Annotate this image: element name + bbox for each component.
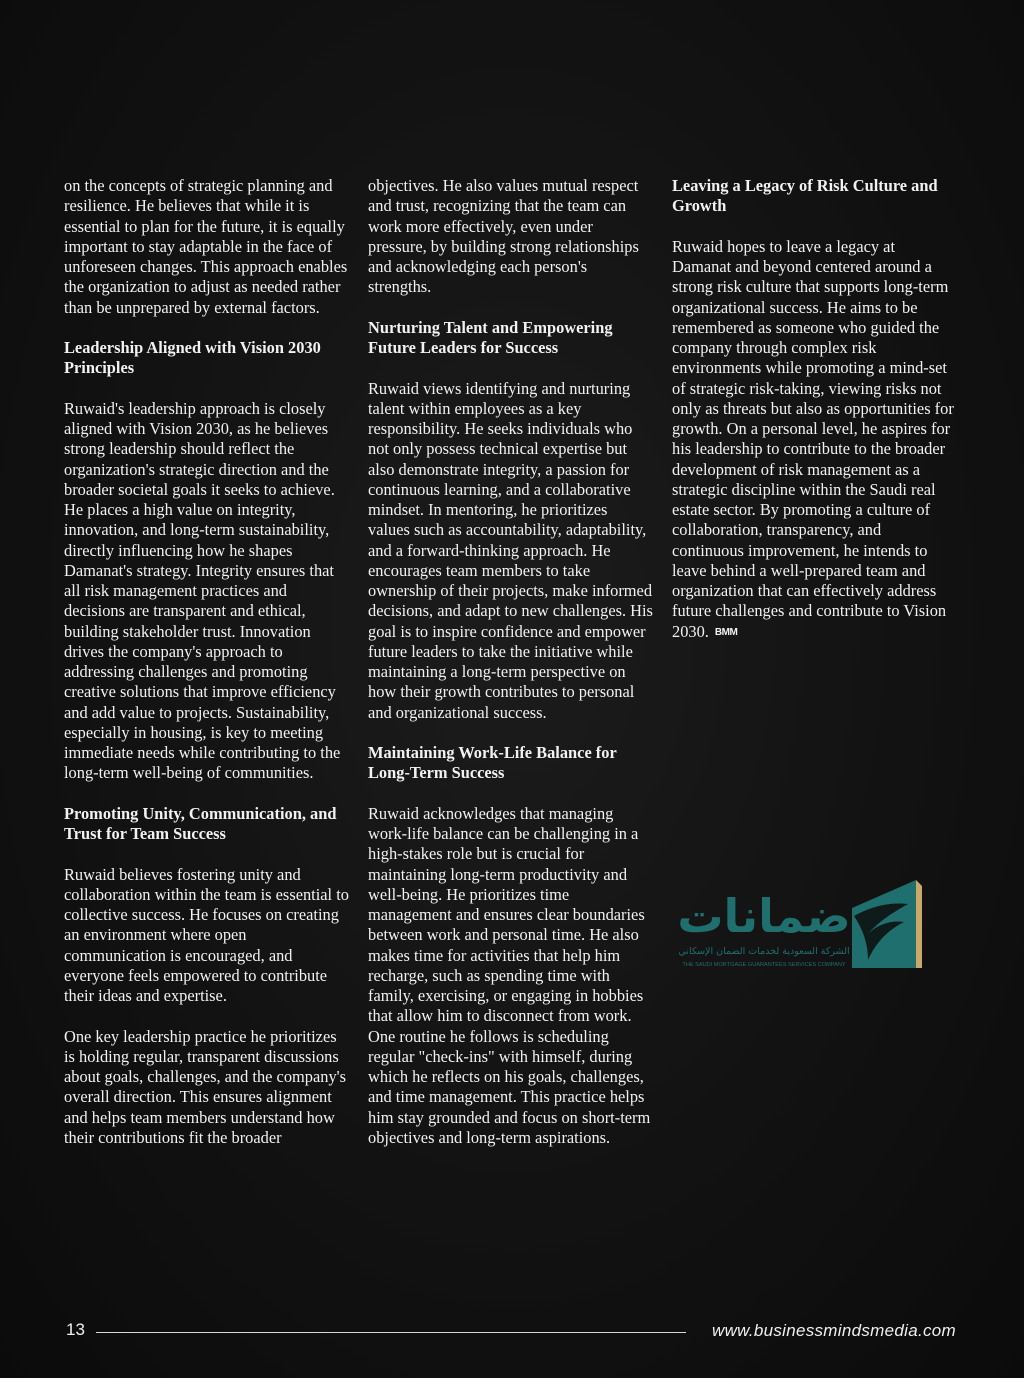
footer-url[interactable]: www.businessmindsmedia.com — [712, 1321, 956, 1340]
page-number: 13 — [66, 1320, 85, 1339]
article-column-1 — [64, 176, 349, 1168]
paragraph: Ruwaid believes fostering unity and collaboration within the team is essential to collective success. He focuses on creating an environment where open communication is encouraged, and everyone feels empowered to contribute their ideas and expertise. — [64, 864, 349, 1005]
emblem-gold-edge — [916, 880, 922, 968]
article-column-3 — [672, 176, 957, 663]
damanat-logo-graphic — [672, 876, 926, 972]
paragraph: One key leadership practice he prioritizes is holding regular, transparent discussions about goals, challenges, and the company's overall direction. This ensures alignment and helps team members understand how their contributions fit the broader — [64, 1026, 346, 1147]
article-column-2 — [368, 176, 653, 1168]
logo-arabic-subtitle: الشركة السعودية لخدمات الضمان الإسكاني — [678, 946, 850, 957]
paragraph — [672, 237, 957, 643]
paragraph: on the concepts of strategic planning and resilience. He believes that while it is essential to plan for the future, it is equally important to stay adaptable in the face of unforeseen changes. This approach enables the organization to adjust as needed rather than be unprepared by external factors. — [64, 176, 348, 317]
section-heading: Leaving a Legacy of Risk Culture and Growth — [672, 176, 938, 216]
section-heading: Maintaining Work-Life Balance for Long-Term Success — [368, 743, 617, 783]
paragraph-text: Ruwaid hopes to leave a legacy at Damanat and beyond centered around a strong risk culture that supports long-term organizational success. He aims to be remembered as someone who guided the company through complex risk environments while promoting a mind-set of strategic risk-taking, viewing risks not only as threats but also as opportunities for growth. On a personal level, he aspires for his leadership to contribute to the broader development of risk management as a strategic discipline within the Saudi real estate sector. By promoting a culture of collaboration, transparency, and continuous improvement, he intends to leave behind a well-prepared team and organization that can effectively address future challenges and contribute to Vision 2030. — [672, 236, 954, 641]
paragraph: objectives. He also values mutual respect and trust, recognizing that the team can work more effectively, even under pressure, by building strong relationships and acknowledging each person's strengths. — [368, 176, 639, 297]
paragraph: Ruwaid views identifying and nurturing talent within employees as a key responsibility. He seeks individuals who not only possess technical expertise but also demonstrate integrity, a passion for continuous learning, and a collaborative mindset. In mentoring, he prioritizes values such as accountability, adaptability, and a forward-thinking approach. He encourages team members to take ownership of their projects, make informed decisions, and adapt to new challenges. His goal is to inspire confidence and empower future leaders to take the initiative while maintaining a long-term perspective on how their growth contributes to personal and organizational success. — [368, 378, 653, 722]
section-heading: Nurturing Talent and Empowering Future Leaders for Success — [368, 317, 613, 357]
damanat-logo — [672, 876, 926, 972]
section-heading: Promoting Unity, Communication, and Trust for Team Success — [64, 803, 337, 843]
footer-divider — [96, 1332, 686, 1333]
logo-english-subtitle: THE SAUDI MORTGAGE GUARANTEES SERVICES COMPANY — [682, 962, 846, 968]
logo-arabic-wordmark: ضمانات — [677, 889, 851, 943]
end-mark: BMM — [714, 626, 738, 638]
section-heading: Leadership Aligned with Vision 2030 Principles — [64, 338, 321, 378]
paragraph: Ruwaid acknowledges that managing work-life balance can be challenging in a high-stakes role but is crucial for maintaining long-term productivity and well-being. He prioritizes time management and ensures clear boundaries between work and personal time. He also makes time for activities that help him recharge, such as spending time with family, exercising, or engaging in hobbies that allow him to disconnect from work. One routine he follows is scheduling regular "check-ins" with himself, during which he reflects on his goals, challenges, and time management. This practice helps him stay grounded and focus on short-term objectives and long-term aspirations. — [368, 803, 651, 1147]
paragraph: Ruwaid's leadership approach is closely aligned with Vision 2030, as he believes strong leadership should reflect the organization's strategic direction and the broader societal goals it seeks to achieve. He places a high value on integrity, innovation, and long-term sustainability, directly influencing how he shapes Damanat's strategy. Integrity ensures that all risk management practices and decisions are transparent and ethical, building stakeholder trust. Innovation drives the company's approach to addressing challenges and promoting creative solutions that improve efficiency and add value to projects. Sustainability, especially in housing, is key to meeting immediate needs while contributing to the long-term well-being of communities. — [64, 398, 341, 783]
